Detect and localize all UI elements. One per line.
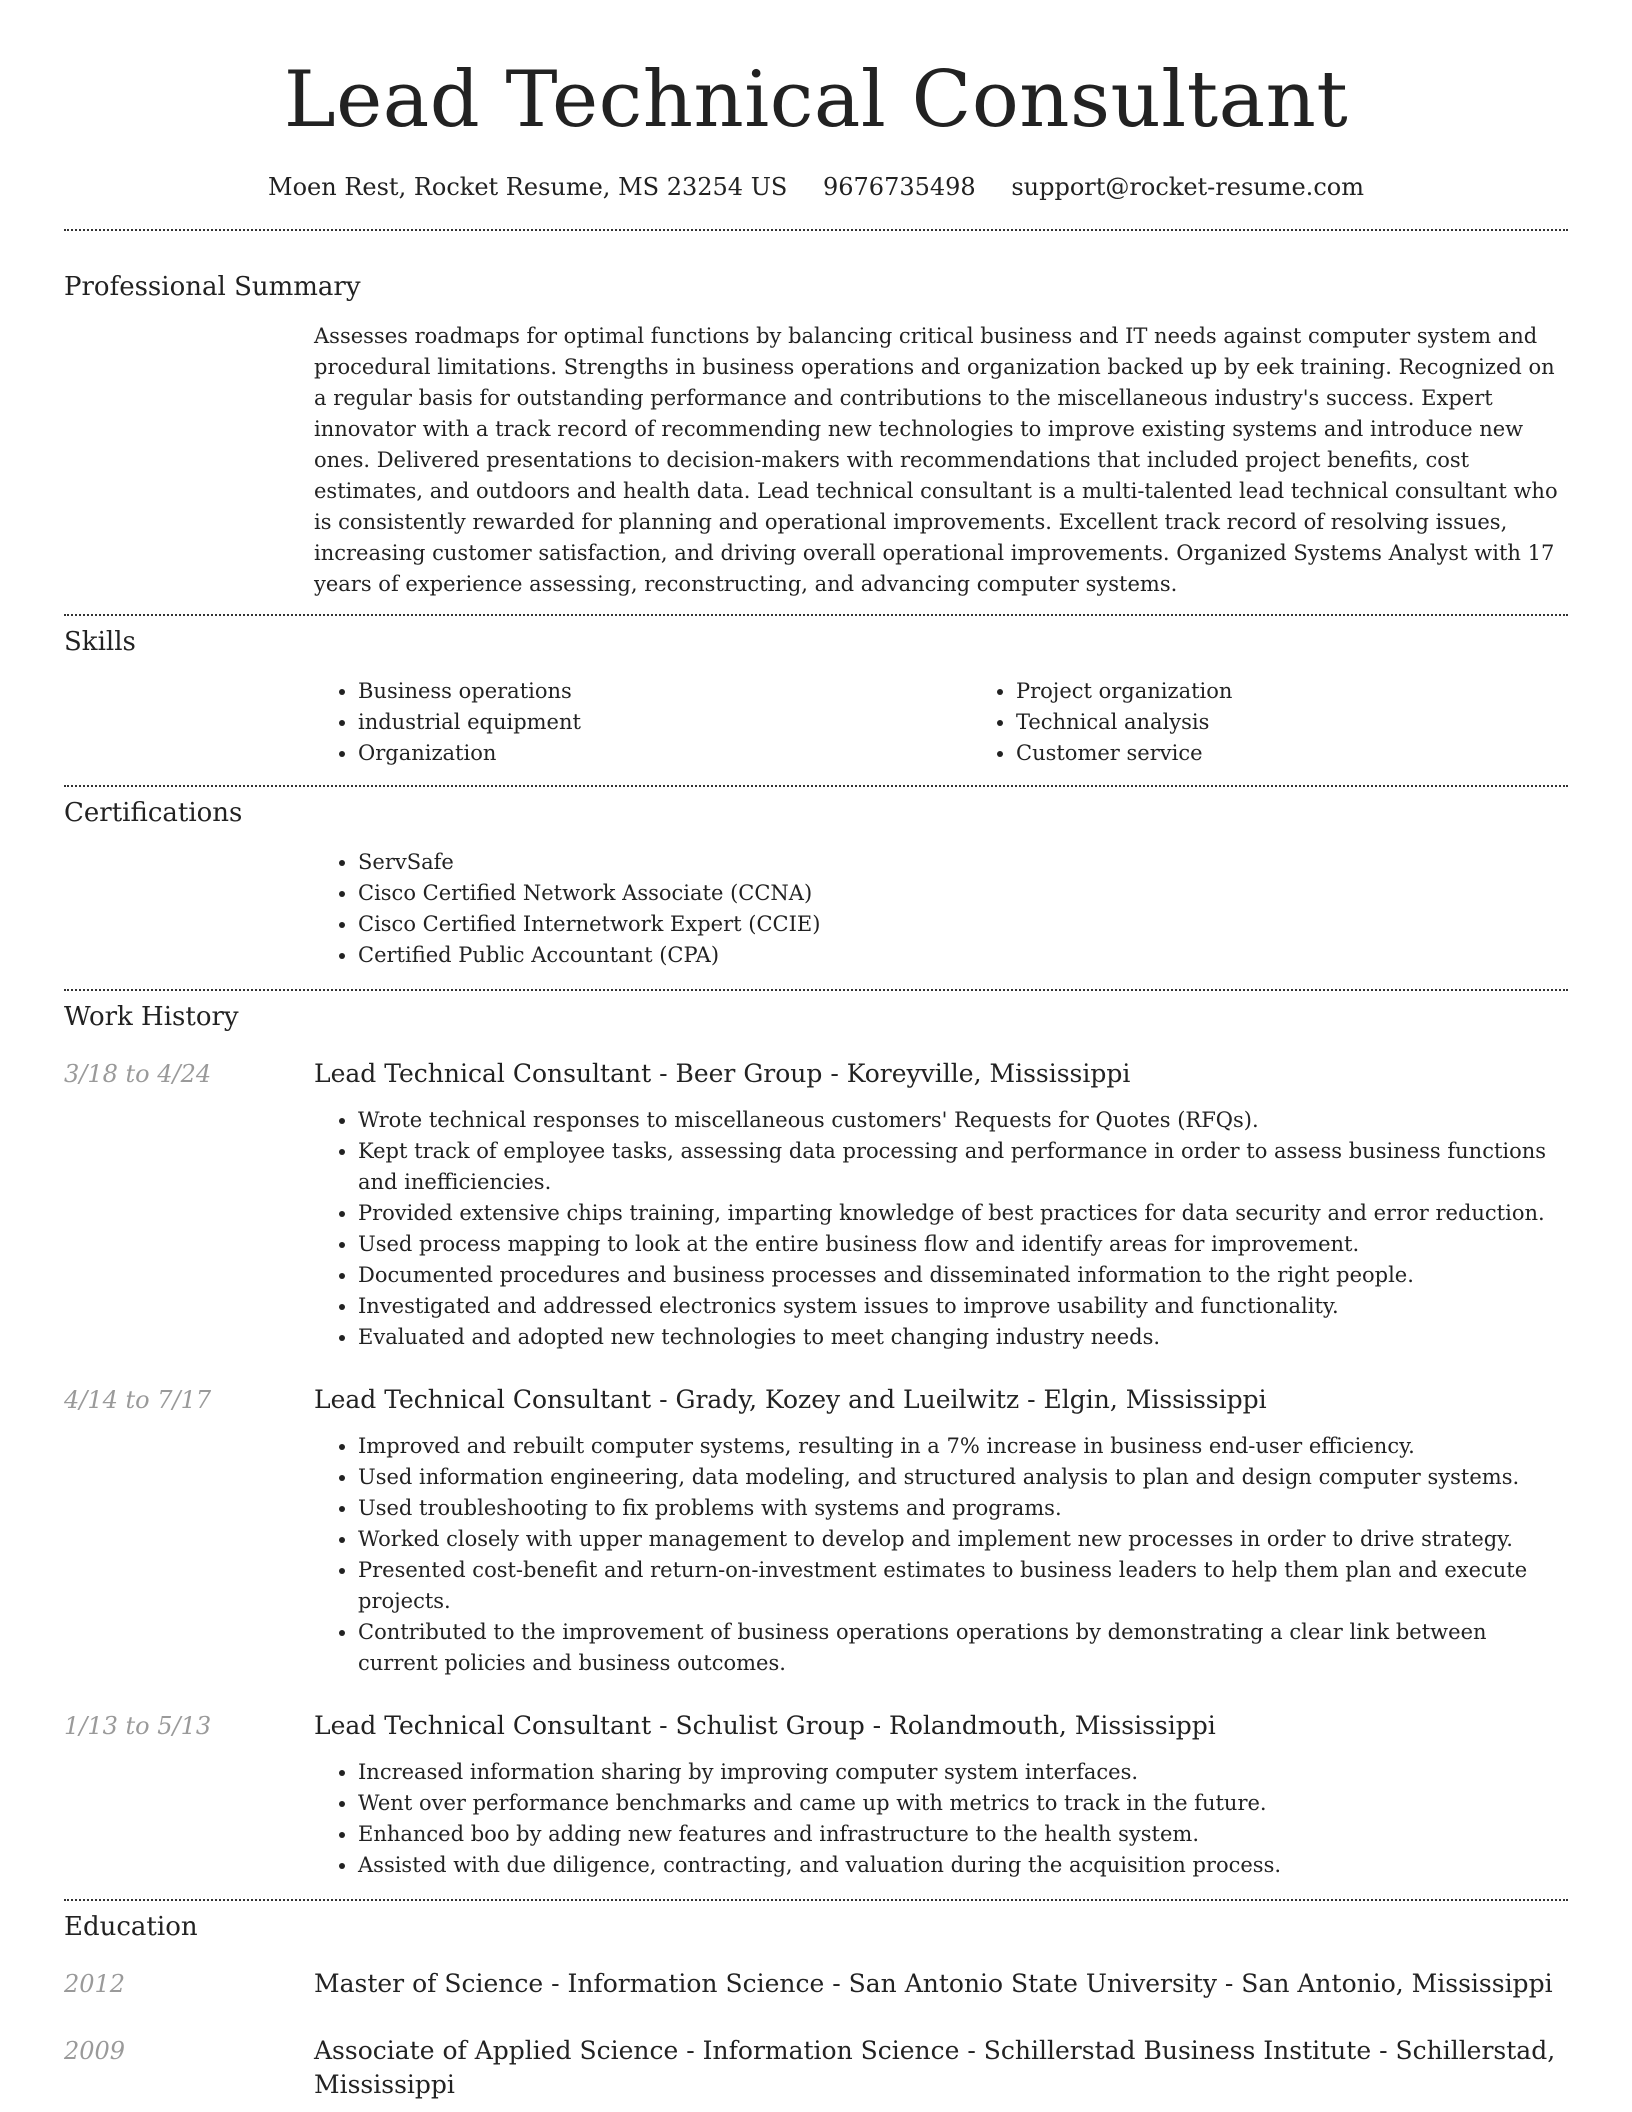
- section-divider: [64, 989, 1568, 991]
- job-entry: [64, 1709, 1568, 1881]
- summary-section: [64, 270, 1568, 600]
- skill-item: • Project organization: [1016, 676, 1630, 707]
- job-bullets: [314, 1431, 1568, 1679]
- certification-item: • Cisco Certified Network Associate (CCNA): [358, 878, 1568, 909]
- job-bullet: • Investigated and addressed electronics system issues to improve usability and functionality.: [358, 1291, 1568, 1322]
- education-entry: [64, 1967, 1568, 2001]
- job-bullet: • Evaluated and adopted new technologies to meet changing industry needs.: [358, 1322, 1568, 1353]
- skill-item: • Organization: [358, 738, 972, 769]
- job-bullets: [314, 1105, 1568, 1353]
- certifications-section: [64, 796, 1568, 971]
- job-entry: [64, 1057, 1568, 1353]
- skills-list-right: [972, 676, 1630, 769]
- section-divider: [64, 1899, 1568, 1901]
- job-bullet: • Used troubleshooting to fix problems with systems and programs.: [358, 1493, 1568, 1524]
- summary-text: Assesses roadmaps for optimal functions by balancing critical business and IT needs against computer system and procedural limitations. Strengths in business operations and organization backed up by eek training. Recognized on a regular basis for outstanding performance and contributions to the miscellaneous industry's success. Expert innovator with a track record of recommending new technologies to improve existing systems and introduce new ones. Delivered presentations to decision-makers with recommendations that included project benefits, cost estimates, and outdoors and health data. Lead technical consultant is a multi-talented lead technical consultant who is consistently rewarded for planning and operational improvements. Excellent track record of resolving issues, increasing customer satisfaction, and driving overall operational improvements. Organized Systems Analyst with 17 years of experience assessing, reconstructing, and advancing computer systems.: [314, 324, 1558, 596]
- job-date: 3/18 to 4/24: [64, 1060, 212, 1088]
- job-heading: Lead Technical Consultant - Grady, Kozey and Lueilwitz - Elgin, Mississippi: [314, 1385, 1267, 1414]
- education-year: 2009: [64, 2037, 126, 2065]
- job-bullet: • Provided extensive chips training, imparting knowledge of best practices for data security and error reduction.: [358, 1198, 1568, 1229]
- job-bullet: • Assisted with due diligence, contracting, and valuation during the acquisition process.: [358, 1850, 1568, 1881]
- job-bullet: • Went over performance benchmarks and came up with metrics to track in the future.: [358, 1788, 1568, 1819]
- job-bullet: • Documented procedures and business processes and disseminated information to the right people.: [358, 1260, 1568, 1291]
- education-section: [64, 1910, 1568, 2102]
- education-heading: Master of Science - Information Science - San Antonio State University - San Antonio, Mississippi: [314, 1969, 1553, 1998]
- work-section: [64, 1000, 1568, 1881]
- contact-phone: 9676735498: [823, 173, 976, 201]
- contact-address: Moen Rest, Rocket Resume, MS 23254 US: [268, 173, 788, 201]
- job-bullet: • Contributed to the improvement of business operations operations by demonstrating a clear link between current policies and business outcomes.: [358, 1617, 1568, 1679]
- certification-item: • Certified Public Accountant (CPA): [358, 940, 1568, 971]
- section-divider: [64, 229, 1568, 231]
- job-bullet: • Used process mapping to look at the entire business flow and identify areas for improvement.: [358, 1229, 1568, 1260]
- job-date: 1/13 to 5/13: [64, 1712, 212, 1740]
- contact-email: support@rocket-resume.com: [1011, 173, 1364, 201]
- job-entry: [64, 1383, 1568, 1679]
- job-bullet: • Used information engineering, data modeling, and structured analysis to plan and design computer systems.: [358, 1462, 1568, 1493]
- certifications-list: [314, 847, 1568, 971]
- education-entry: [64, 2034, 1568, 2102]
- job-bullet: • Increased information sharing by improving computer system interfaces.: [358, 1757, 1568, 1788]
- education-year: 2012: [64, 1970, 126, 1998]
- job-bullets: [314, 1757, 1568, 1881]
- skills-list-left: [314, 676, 972, 769]
- contact-line: [64, 170, 1568, 204]
- skills-title: Skills: [64, 627, 136, 657]
- summary-title: Professional Summary: [64, 272, 361, 302]
- section-divider: [64, 614, 1568, 616]
- job-bullet: • Worked closely with upper management to develop and implement new processes in order to drive strategy.: [358, 1524, 1568, 1555]
- job-bullet: • Enhanced boo by adding new features and infrastructure to the health system.: [358, 1819, 1568, 1850]
- skill-item: • Customer service: [1016, 738, 1630, 769]
- work-title: Work History: [64, 1002, 239, 1032]
- skills-section: [64, 625, 1568, 769]
- section-divider: [64, 785, 1568, 787]
- job-bullet: • Kept track of employee tasks, assessing data processing and performance in order to assess business functions and inefficiencies.: [358, 1136, 1568, 1198]
- skill-item: • Technical analysis: [1016, 707, 1630, 738]
- resume-name: Lead Technical Consultant: [283, 55, 1349, 145]
- job-heading: Lead Technical Consultant - Schulist Group - Rolandmouth, Mississippi: [314, 1711, 1216, 1740]
- education-title: Education: [64, 1912, 198, 1942]
- education-heading: Associate of Applied Science - Information Science - Schillerstad Business Institute - Schillerstad, Mississippi: [314, 2036, 1556, 2099]
- job-bullet: • Improved and rebuilt computer systems, resulting in a 7% increase in business end-user efficiency.: [358, 1431, 1568, 1462]
- skill-item: • Business operations: [358, 676, 972, 707]
- certifications-title: Certifications: [64, 798, 243, 828]
- job-date: 4/14 to 7/17: [64, 1386, 212, 1414]
- job-heading: Lead Technical Consultant - Beer Group - Koreyville, Mississippi: [314, 1059, 1131, 1088]
- job-bullet: • Presented cost-benefit and return-on-investment estimates to business leaders to help them plan and execute projects.: [358, 1555, 1568, 1617]
- certification-item: • ServSafe: [358, 847, 1568, 878]
- skill-item: • industrial equipment: [358, 707, 972, 738]
- certification-item: • Cisco Certified Internetwork Expert (CCIE): [358, 909, 1568, 940]
- job-bullet: • Wrote technical responses to miscellaneous customers' Requests for Quotes (RFQs).: [358, 1105, 1568, 1136]
